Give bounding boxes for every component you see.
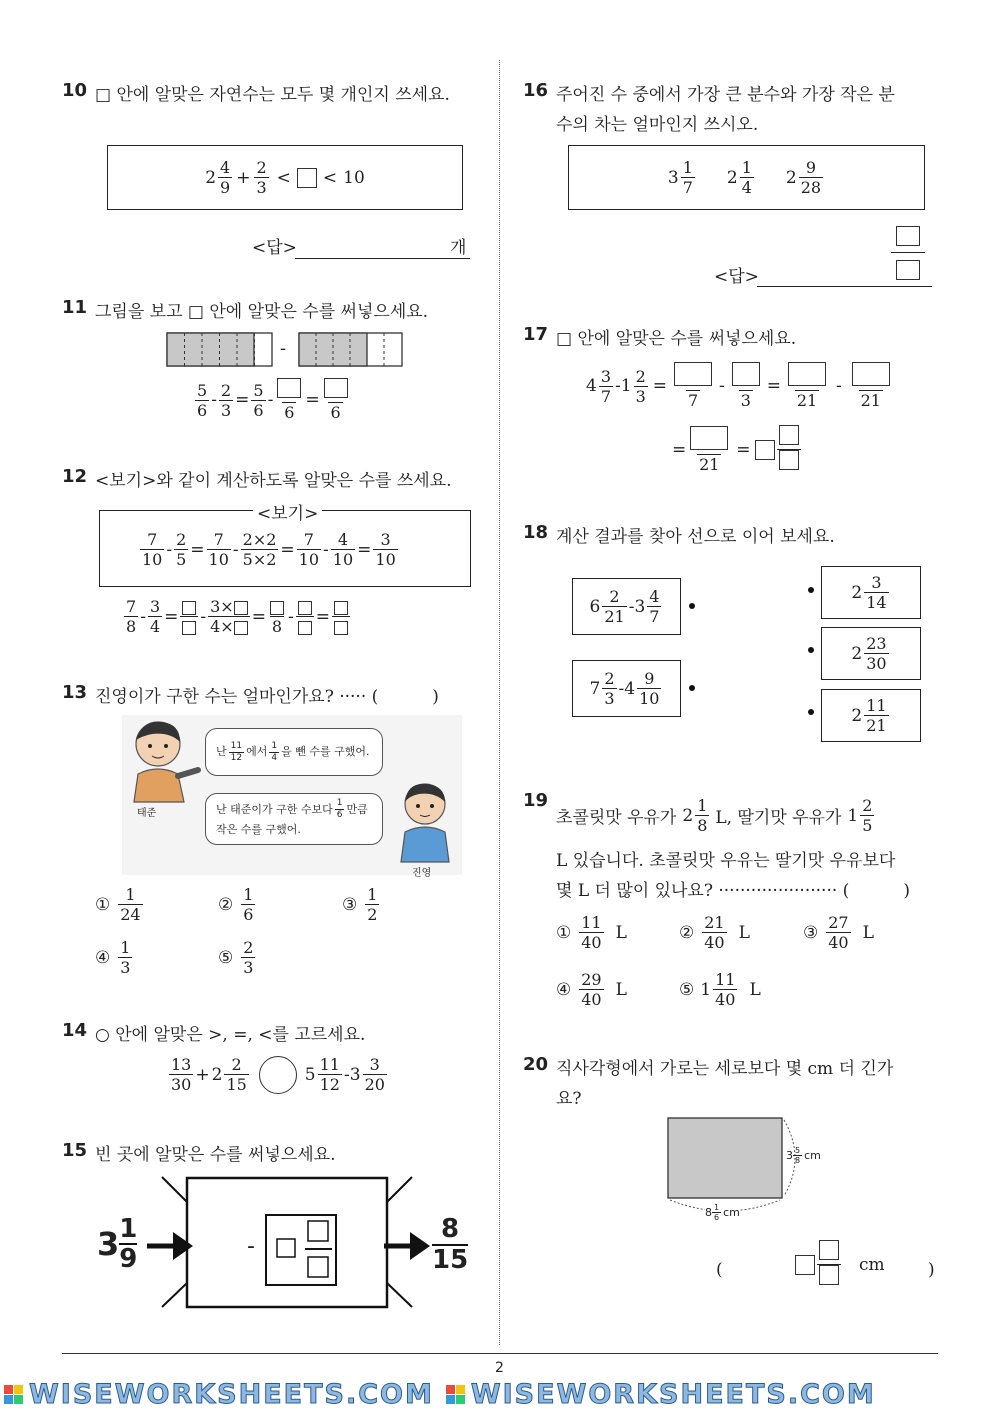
page-number: 2	[495, 1360, 504, 1376]
option-n: 1	[125, 885, 136, 904]
q18-r2-n: 23	[866, 634, 887, 653]
q12-number: 12	[62, 466, 88, 487]
q16-n1-n: 1	[682, 158, 693, 177]
q20-w-n: 1	[714, 1203, 720, 1212]
option-mark: ②	[218, 894, 234, 915]
q15-text: 빈 곳에 알맞은 수를 써넣으세요.	[95, 1145, 336, 1165]
option-n: 21	[704, 913, 725, 932]
q16-answer-numerator-box[interactable]	[896, 226, 920, 246]
bubble2-line1: 난 태준이가 구한 수보다	[216, 802, 333, 816]
option-mark: ①	[556, 922, 572, 943]
q15-number: 15	[62, 1140, 88, 1161]
q10-right: 10	[343, 167, 365, 188]
q12-box-3[interactable]	[234, 601, 248, 615]
q15-output-number	[432, 1215, 468, 1275]
q10-answer-label: <답>	[252, 238, 297, 258]
q17-d3: 21	[796, 391, 818, 410]
q18-right-dot-1[interactable]	[808, 587, 814, 593]
q17-box-5[interactable]	[690, 426, 728, 450]
q10-expression-box	[107, 145, 463, 210]
q12-ex-d-d: 5×2	[242, 550, 277, 569]
q11-eq2: =	[305, 390, 320, 410]
q15-in-w: 3	[97, 1225, 120, 1263]
q16-n2-w: 2	[726, 167, 738, 188]
q17-text: □ 안에 알맞은 수를 써넣으세요.	[556, 329, 797, 349]
q18-l2-a-n: 2	[604, 669, 615, 688]
q18-text: 계산 결과를 찾아 선으로 이어 보세요.	[556, 527, 835, 547]
option-unit: L	[749, 979, 761, 1000]
q14-b-d: 15	[226, 1075, 247, 1094]
bubble2-n: 1	[336, 798, 343, 808]
q14-plus: +	[195, 1064, 210, 1085]
name-taejun: 태준	[137, 808, 157, 819]
q16-number: 16	[523, 80, 549, 101]
option-d: 3	[243, 958, 254, 977]
q19-option-3[interactable]	[803, 913, 874, 952]
q13-option-1[interactable]	[95, 885, 145, 924]
q11-text: 그림을 보고 □ 안에 알맞은 수를 써넣으세요.	[95, 302, 429, 322]
q19-a-w: 2	[682, 805, 694, 826]
q10-answer-box[interactable]	[297, 168, 317, 188]
bubble1-n2: 1	[271, 740, 278, 751]
q12-ex-c-n: 7	[213, 530, 224, 549]
q14-number: 14	[62, 1020, 88, 1041]
q20-paren-right: )	[928, 1260, 935, 1280]
q10-answer-line[interactable]	[295, 258, 470, 259]
q18-right-item-3[interactable]	[821, 689, 921, 742]
option-d: 40	[715, 990, 736, 1009]
q13-option-4[interactable]	[95, 938, 134, 977]
q18-r1-w: 2	[851, 582, 863, 603]
q18-l1-a-w: 6	[589, 596, 601, 617]
q18-r2-d: 30	[866, 654, 887, 673]
q20-w-u: cm	[723, 1206, 740, 1219]
q17-eq: =	[652, 376, 668, 396]
q12-text: <보기>와 같이 계산하도록 알맞은 수를 쓰세요.	[95, 471, 452, 491]
q18-r3-n: 11	[866, 696, 887, 715]
q10-lt1: <	[276, 167, 291, 188]
option-mark: ③	[803, 922, 819, 943]
q10-d1: 9	[220, 178, 231, 197]
q19-text-line1	[556, 796, 876, 835]
q20-height-label	[786, 1146, 821, 1165]
q18-right-item-1[interactable]	[821, 566, 921, 619]
q18-r3-w: 2	[851, 705, 863, 726]
q20-answer	[795, 1240, 885, 1289]
option-n: 1	[120, 938, 131, 957]
option-mark: ③	[342, 894, 358, 915]
q18-right-item-2[interactable]	[821, 627, 921, 680]
q17-b-n: 2	[635, 366, 646, 386]
q20-w-w: 8	[705, 1206, 712, 1219]
q18-l1-a-d: 21	[604, 607, 625, 626]
q12-ex-f-d: 10	[332, 550, 354, 569]
option-n: 2	[243, 938, 254, 957]
q10-d2: 3	[256, 178, 267, 197]
q17-d1: 7	[687, 391, 699, 410]
q16-numbers-box	[568, 145, 925, 210]
option-mark: ④	[95, 947, 111, 968]
option-d: 40	[828, 933, 849, 952]
q12-ex-c-d: 10	[208, 550, 229, 569]
q17-box-whole[interactable]	[755, 440, 775, 460]
q18-l2-b-w: 4	[624, 678, 636, 699]
q20-h-d: 8	[795, 1156, 801, 1165]
q11-equation	[193, 378, 352, 422]
q19-a-n: 1	[697, 796, 708, 815]
q18-l2-b-n: 9	[644, 669, 655, 688]
q12-ex-g-d: 10	[375, 550, 396, 569]
q20-number: 20	[523, 1054, 549, 1075]
q19-b-d: 5	[862, 816, 873, 835]
q15-out-d: 15	[432, 1245, 469, 1275]
q14-d-w: 3	[349, 1064, 361, 1085]
q14-a-d: 30	[171, 1075, 192, 1094]
q15-out-n: 8	[441, 1214, 460, 1244]
q14-c-d: 12	[319, 1075, 340, 1094]
q16-n3-w: 2	[785, 167, 797, 188]
q11-op2: -	[267, 390, 274, 410]
q12-box-4[interactable]	[234, 621, 248, 635]
q18-left-item-2[interactable]	[572, 660, 681, 717]
q17-d5: 21	[699, 454, 720, 474]
q11-number: 11	[62, 297, 88, 318]
q14-c-w: 5	[304, 1064, 316, 1085]
q12-t-b-d: 4	[149, 617, 161, 636]
q16-answer-denominator-box[interactable]	[896, 260, 920, 280]
q18-r1-n: 3	[871, 573, 882, 592]
q14-expression	[167, 1055, 389, 1094]
q17-equation-line2: = 21 =	[672, 425, 803, 474]
q13-number: 13	[62, 682, 88, 703]
q11-d-d: 6	[284, 403, 295, 422]
q17-box-den[interactable]	[779, 450, 799, 470]
q13-option-3[interactable]	[342, 885, 381, 924]
q19-a-d: 8	[697, 816, 708, 835]
q18-l1-op: -	[628, 596, 635, 617]
q17-a-n: 3	[600, 366, 612, 386]
q19-t1: 초콜릿맛 우유가	[556, 808, 677, 828]
q18-number: 18	[523, 522, 549, 543]
q16-answer-line[interactable]	[757, 286, 932, 287]
q14-d-n: 3	[369, 1055, 380, 1074]
bubble1-mid: 에서	[246, 745, 268, 758]
q17-box-3[interactable]	[788, 362, 826, 386]
q15-operator: -	[247, 1234, 255, 1259]
q16-answer-label: <답>	[714, 267, 759, 287]
q20-paren-left: (	[716, 1260, 723, 1280]
q16-text-line1: 주어진 수 중에서 가장 큰 분수와 가장 작은 분	[556, 85, 895, 105]
option-d: 6	[243, 905, 254, 924]
q11-op1: -	[211, 390, 217, 410]
q14-b-n: 2	[231, 1055, 242, 1074]
q17-box-2[interactable]	[732, 362, 760, 386]
q11-c-d: 6	[253, 400, 264, 420]
q11-b-n: 2	[220, 380, 232, 400]
q11-bar-right	[299, 333, 402, 366]
q10-n1: 4	[220, 158, 231, 177]
brand-logo-icon	[446, 1385, 465, 1404]
option-mark: ⑤	[218, 947, 234, 968]
q18-l1-b-n: 4	[649, 587, 660, 606]
q19-text-line2: L 있습니다. 초콜릿맛 우유는 딸기맛 우유보다	[556, 851, 896, 871]
q18-l2-a-d: 3	[604, 689, 615, 708]
q19-option-2[interactable]	[679, 913, 750, 952]
q19-t2: L, 딸기맛 우유가	[715, 808, 842, 828]
q16-n3-n: 9	[805, 158, 817, 177]
name-jinyoung: 진영	[412, 868, 432, 879]
q13-option-2[interactable]	[218, 885, 257, 924]
q10-text: □ 안에 알맞은 자연수는 모두 몇 개인지 쓰세요.	[95, 85, 450, 105]
q12-t-a-n: 7	[126, 597, 137, 616]
brand-text: WISEWORKSHEETS.COM	[29, 1379, 434, 1410]
q14-c-n: 11	[319, 1055, 340, 1074]
q12-ex-d-n: 2×2	[242, 530, 277, 549]
q12-ex-e-n: 7	[303, 530, 314, 549]
q20-text-line1: 직사각형에서 가로는 세로보다 몇 cm 더 긴가	[556, 1059, 894, 1079]
q16-n3-d: 28	[800, 178, 822, 197]
footer-rule	[62, 1353, 938, 1354]
q12-ex-b-d: 5	[176, 550, 187, 569]
q19-b-w: 1	[847, 805, 859, 826]
q11-bar-left	[167, 333, 272, 366]
speech-bubble-taejun	[205, 728, 383, 776]
option-mark: ④	[556, 979, 572, 1000]
q13-option-5[interactable]	[218, 938, 257, 977]
q19-option-4[interactable]	[556, 970, 627, 1009]
q12-t-e-d: 8	[271, 617, 283, 636]
option-w: 1	[700, 979, 712, 1000]
q14-b-w: 2	[211, 1064, 223, 1085]
q10-whole: 2	[205, 167, 217, 188]
q19-option-1[interactable]	[556, 913, 627, 952]
q20-width-label	[705, 1203, 740, 1222]
q14-text: ○ 안에 알맞은 >, =, <를 고르세요.	[95, 1025, 366, 1045]
q20-box-num[interactable]	[819, 1240, 839, 1260]
q18-right-dot-2[interactable]	[808, 647, 814, 653]
option-d: 40	[581, 933, 602, 952]
option-d: 3	[120, 958, 131, 977]
q20-unit: cm	[859, 1254, 885, 1275]
q17-box-4[interactable]	[852, 362, 890, 386]
q18-l2-b-d: 10	[639, 689, 660, 708]
bubble2-line2: 작은 수를 구했어.	[216, 823, 301, 836]
q17-b-w: 1	[620, 376, 632, 396]
q20-h-w: 3	[786, 1149, 793, 1162]
option-n: 27	[828, 913, 849, 932]
q14-compare-circle[interactable]	[259, 1056, 297, 1094]
q12-box-1[interactable]	[182, 601, 196, 615]
q19-option-5[interactable]	[679, 970, 761, 1009]
option-mark: ①	[95, 894, 111, 915]
q18-l2-op: -	[618, 678, 625, 699]
q15-input-number	[97, 1215, 137, 1273]
bubble1-post: 을 뺀 수를 구했어.	[281, 745, 370, 758]
q16-answer-fraction-bar	[891, 252, 925, 253]
footer-watermark	[0, 1378, 1000, 1411]
option-unit: L	[615, 979, 627, 1000]
q17-box-num[interactable]	[779, 425, 799, 445]
q16-n1-d: 7	[682, 178, 693, 197]
q12-ex-e-d: 10	[298, 550, 320, 569]
q11-e-d: 6	[330, 403, 341, 422]
q20-w-d: 6	[714, 1213, 720, 1222]
arrow-right-icon	[382, 1228, 432, 1264]
q19-b-n: 2	[862, 796, 873, 815]
q17-equation-line1: 4 $\frac{3}{7}$ - 1 $\frac{2}{3}$ = 7 - 3 = 21 - 21	[586, 362, 894, 410]
q15-in-n: 1	[119, 1214, 138, 1244]
option-d: 2	[367, 905, 378, 924]
q17-b-d: 3	[635, 386, 646, 406]
q16-n2-n: 1	[741, 158, 752, 177]
brand-text: WISEWORKSHEETS.COM	[470, 1379, 876, 1410]
q18-l1-a-n: 2	[609, 587, 620, 606]
option-mark: ⑤	[679, 979, 695, 1000]
bubble1-d2: 4	[271, 752, 278, 763]
q18-r1-d: 14	[866, 593, 887, 612]
q18-left-item-1[interactable]	[572, 578, 681, 635]
q17-a-w: 4	[586, 376, 597, 396]
q12-ex-g-n: 3	[380, 530, 391, 549]
column-divider	[499, 60, 500, 1345]
q11-answer-box-1[interactable]	[277, 378, 301, 398]
q16-n1-w: 3	[667, 167, 679, 188]
q11-a-d: 6	[197, 400, 208, 420]
q11-c-n: 5	[253, 380, 264, 400]
q12-ex-f-n: 4	[337, 530, 349, 549]
option-unit: L	[615, 922, 627, 943]
bubble2-post: 만큼	[346, 802, 368, 816]
q18-r2-w: 2	[851, 643, 863, 664]
q12-t-d-n: 3×	[210, 597, 234, 616]
q12-example-equation: $\frac{7}{10}$ - $\frac{2}{5}$ = $\frac{7}{10}$ - $\frac{2\times 2}{5\times 2}$ = $\frac{7}{10}$ - $\frac{4}{10}$ = $\frac{3}{10}$	[142, 530, 396, 569]
option-d: 24	[120, 905, 141, 924]
boy-taejun-illustration	[122, 718, 202, 803]
q17-number: 17	[523, 324, 549, 345]
q19-text-line3: 몇 L 더 많이 있나요? ······················ ( )	[556, 881, 910, 901]
q16-text-line2: 수의 차는 얼마인지 쓰시오.	[556, 115, 759, 135]
q12-t-a-d: 8	[126, 617, 137, 636]
q12-box-6[interactable]	[298, 601, 312, 615]
option-n: 11	[581, 913, 602, 932]
bubble2-d: 6	[336, 810, 343, 820]
q20-h-u: cm	[804, 1149, 821, 1162]
q18-l1-b-d: 7	[649, 607, 660, 626]
q18-left-dot-1[interactable]	[689, 603, 695, 609]
q10-n2: 2	[256, 158, 267, 177]
option-n: 1	[243, 885, 254, 904]
q12-example-label: <보기>	[253, 499, 322, 524]
q12-box-9[interactable]	[334, 621, 348, 635]
q12-ex-a-n: 7	[147, 530, 158, 549]
q12-box-8[interactable]	[334, 601, 348, 615]
q12-ex-a-d: 10	[142, 550, 163, 569]
q13-text: 진영이가 구한 수는 얼마인가요? ····· ( )	[95, 687, 439, 707]
brand-logo-icon	[4, 1385, 23, 1404]
q18-l2-a-w: 7	[589, 678, 601, 699]
q10-lt2: <	[322, 167, 338, 188]
q18-right-dot-3[interactable]	[808, 709, 814, 715]
bubble1-pre: 난	[216, 745, 227, 758]
q20-box-whole[interactable]	[795, 1255, 815, 1275]
q11-b-d: 3	[220, 400, 232, 420]
q17-box-1[interactable]	[674, 362, 712, 386]
option-unit: L	[738, 922, 750, 943]
q14-d-d: 20	[364, 1075, 385, 1094]
q20-h-n: 5	[795, 1146, 801, 1155]
q14-minus: -	[343, 1064, 350, 1085]
q18-left-dot-2[interactable]	[689, 685, 695, 691]
q17-a-d: 7	[600, 386, 612, 406]
q11-a-n: 5	[197, 380, 208, 400]
q11-eq1: =	[235, 390, 250, 410]
bubble1-d1: 12	[230, 752, 243, 763]
option-n: 11	[715, 970, 736, 989]
q15-machine-diagram	[160, 1175, 415, 1310]
q12-task-equation: $\frac{7}{8}$ - $\frac{3}{4}$ = - $\frac{3\times}{4\times}$ = 8 - =	[122, 597, 352, 636]
arrow-right-icon	[145, 1228, 195, 1264]
q10-unit: 개	[450, 238, 467, 258]
q12-box-2[interactable]	[182, 621, 196, 635]
option-mark: ②	[679, 922, 695, 943]
speech-bubble-jinyoung	[205, 793, 383, 845]
q17-d2: 3	[740, 391, 751, 410]
option-d: 40	[581, 990, 602, 1009]
option-unit: L	[862, 922, 874, 943]
q10-plus: +	[236, 167, 251, 188]
q18-l1-b-w: 3	[634, 596, 646, 617]
q20-text-line2: 요?	[556, 1089, 582, 1109]
boy-jinyoung-illustration	[393, 778, 461, 864]
q17-op: -	[615, 376, 621, 396]
option-n: 29	[581, 970, 602, 989]
q18-r3-d: 21	[866, 716, 887, 735]
q17-d4: 21	[860, 391, 881, 410]
q11-bar-minus: -	[280, 338, 287, 359]
q12-box-7[interactable]	[298, 621, 312, 635]
q14-a-n: 13	[171, 1055, 192, 1074]
option-d: 40	[704, 933, 725, 952]
q12-ex-b-n: 2	[176, 530, 187, 549]
q16-n2-d: 4	[741, 178, 752, 197]
q12-t-d-d: 4×	[210, 617, 234, 636]
q11-answer-box-2[interactable]	[324, 378, 348, 398]
q10-number: 10	[62, 80, 88, 101]
q15-in-d: 9	[119, 1244, 138, 1274]
q12-box-5[interactable]	[270, 601, 284, 615]
q12-t-b-n: 3	[149, 597, 161, 616]
bubble1-n1: 11	[230, 740, 243, 751]
q19-number: 19	[523, 790, 549, 811]
q20-box-den[interactable]	[819, 1265, 839, 1285]
option-n: 1	[367, 885, 378, 904]
